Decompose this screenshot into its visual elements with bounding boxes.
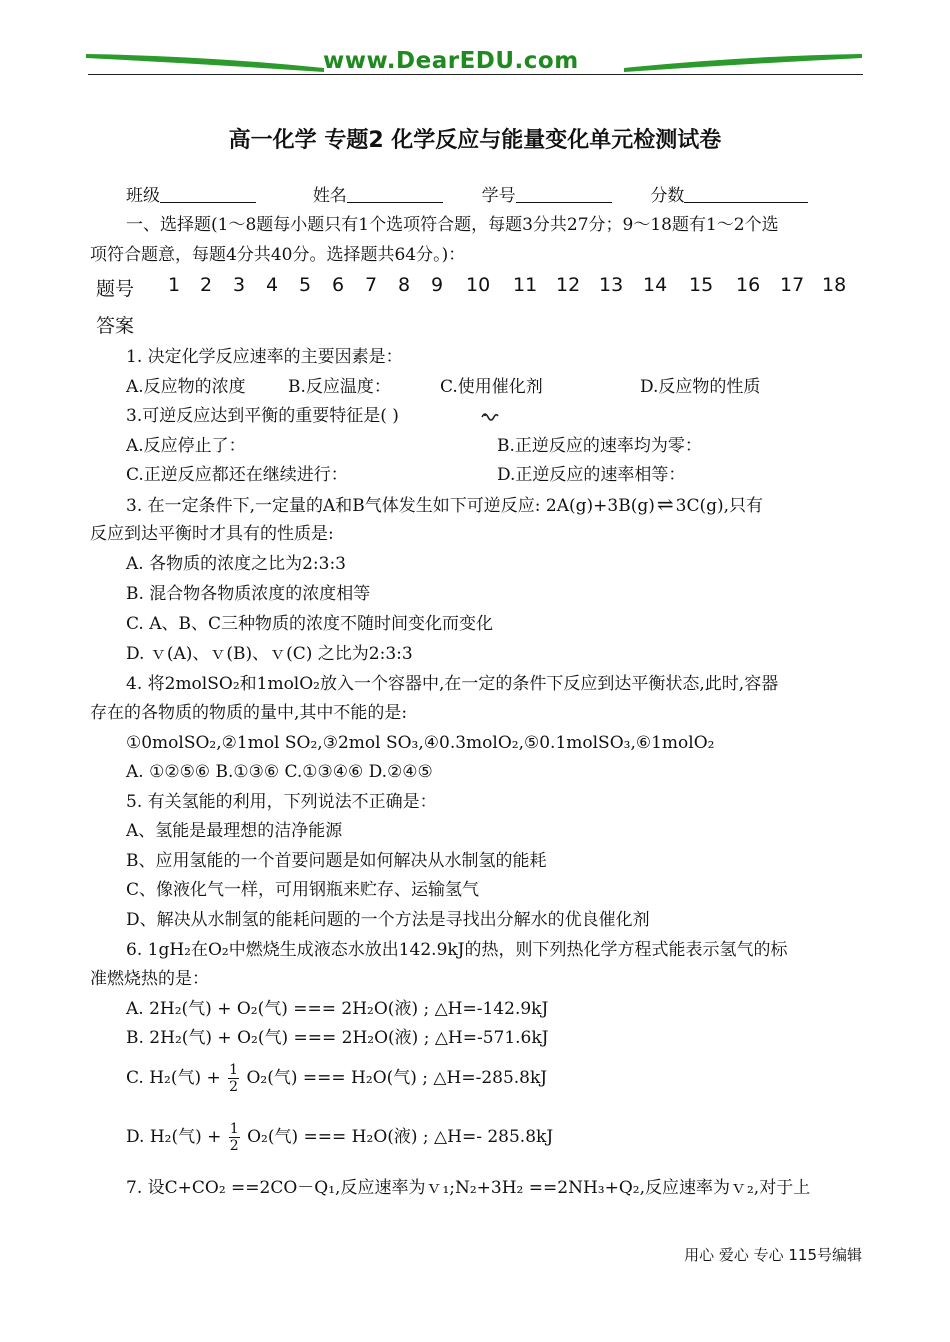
page-title: 高一化学 专题2 化学反应与能量变化单元检测试卷 (228, 128, 722, 153)
q1-stem: 1. 决定化学反应速率的主要因素是： (126, 347, 403, 367)
q3-stem-line1 (126, 493, 763, 517)
name-blank[interactable] (347, 186, 443, 203)
q7-stem: 7. 设C+CO₂ ==2CO－Q₁,反应速率为ｖ₁;N₂+3H₂ ==2NH₃+Q₂,反应速率为ｖ₂,对于上 (126, 1178, 811, 1198)
fraction-denominator: 2 (229, 1138, 239, 1154)
answer-num: 13 (599, 274, 624, 296)
brand-logo-text: www.DearEDU.com (323, 48, 579, 74)
q3-option-c: C. A、B、C三种物质的浓度不随时间变化而变化 (126, 614, 493, 634)
answer-num: 3 (233, 274, 246, 296)
id-blank[interactable] (516, 186, 612, 203)
fraction-half (228, 1062, 239, 1095)
class-label: 班级 (126, 186, 160, 206)
header-rule (88, 74, 863, 75)
q6-option-b: B. 2H₂(气) + O₂(气) === 2H₂O(液) ; △H=-571.6kJ (126, 1028, 549, 1048)
answer-num: 16 (736, 274, 761, 296)
answer-num: 6 (332, 274, 345, 296)
fraction-half (229, 1121, 240, 1154)
answer-label: 答案 (96, 315, 135, 337)
q6-option-c-pre: C. H₂(气) + (126, 1068, 221, 1088)
header-swoosh-right (622, 50, 864, 76)
answer-table (96, 274, 134, 301)
answer-num: 11 (513, 274, 538, 296)
answer-num: 17 (780, 274, 805, 296)
q6-stem-line2: 准燃烧热的是： (90, 969, 209, 989)
answer-num: 8 (398, 274, 411, 296)
fraction-denominator: 2 (229, 1079, 239, 1095)
q1-option-d: D.反应物的性质 (640, 377, 761, 397)
answer-num: 5 (299, 274, 312, 296)
fraction-numerator: 1 (229, 1121, 239, 1137)
q5-option-d: D、解决从水制氢的能耗问题的一个方法是寻找出分解水的优良催化剂 (126, 910, 650, 930)
equilibrium-arrow-icon: ⇌ (656, 492, 674, 516)
q6-stem-line1: 6. 1gH₂在O₂中燃烧生成液态水放出142.9kJ的热，则下列热化学方程式能表示氢气的标 (126, 940, 788, 960)
q1-option-b: B.反应温度： (288, 377, 391, 397)
answer-num: 10 (466, 274, 491, 296)
answer-num: 14 (643, 274, 668, 296)
answer-num: 12 (556, 274, 581, 296)
q3-option-b: B. 混合物各物质浓度的浓度相等 (126, 584, 371, 604)
answer-num: 18 (822, 274, 847, 296)
q1-option-c: C.使用催化剂 (440, 377, 543, 397)
id-label: 学号 (481, 186, 516, 206)
score-label: 分数 (650, 186, 685, 206)
info-line (126, 185, 808, 207)
header-swoosh-left (86, 50, 326, 76)
section1-line1: 一、选择题(1～8题每小题只有1个选项符合题，每题3分共27分；9～18题有1～2个选 (126, 215, 779, 235)
q6-option-d-post: O₂(气) === H₂O(液) ; △H=- 285.8kJ (247, 1127, 554, 1147)
q3-stem-line2: 反应到达平衡时才具有的性质是: (90, 524, 334, 544)
answer-num: 1 (168, 274, 181, 296)
q6-option-c (126, 1060, 547, 1096)
q2-option-a: A.反应停止了： (126, 436, 246, 456)
q5-option-a: A、氢能是最理想的洁净能源 (126, 821, 343, 841)
q5-option-b: B、应用氢能的一个首要问题是如何解决从水制氢的能耗 (126, 851, 547, 871)
q6-option-a: A. 2H₂(气) + O₂(气) === 2H₂O(液) ; △H=-142.9kJ (126, 999, 549, 1019)
answer-row-label: 题号 (96, 278, 135, 300)
decorative-glyph-icon (480, 410, 500, 424)
q4-items: ①0molSO₂,②1mol SO₂,③2mol SO₃,④0.3molO₂,⑤0.1molSO₃,⑥1molO₂ (126, 733, 715, 753)
q4-options: A. ①②⑤⑥ B.①③⑥ C.①③④⑥ D.②④⑤ (126, 762, 433, 782)
answer-num: 7 (365, 274, 378, 296)
q2-option-c: C.正逆反应都还在继续进行： (126, 465, 348, 485)
name-label: 姓名 (312, 186, 347, 206)
q1-option-a: A.反应物的浓度 (126, 377, 246, 397)
q2-option-d: D.正逆反应的速率相等： (497, 465, 686, 485)
q6-option-d-pre: D. H₂(气) + (126, 1127, 222, 1147)
q5-option-c: C、像液化气一样，可用钢瓶来贮存、运输氢气 (126, 880, 480, 900)
q5-stem: 5. 有关氢能的利用，下列说法不正确是： (126, 792, 437, 812)
q6-option-c-post: O₂(气) === H₂O(气) ; △H=-285.8kJ (246, 1068, 548, 1088)
class-blank[interactable] (160, 186, 256, 203)
q3-option-a: A. 各物质的浓度之比为2:3:3 (126, 554, 346, 574)
score-blank[interactable] (684, 186, 808, 203)
q6-option-d (126, 1119, 553, 1155)
q3-option-d: D. ｖ(A)、ｖ(B)、ｖ(C) 之比为2:3:3 (126, 644, 413, 664)
q4-stem-line2: 存在的各物质的物质的量中,其中不能的是: (90, 703, 408, 723)
q4-stem-line1: 4. 将2molSO₂和1molO₂放入一个容器中,在一定的条件下反应到达平衡状态,此时,容器 (126, 674, 779, 694)
answer-num: 15 (689, 274, 714, 296)
answer-num: 2 (200, 274, 213, 296)
section1-line2: 项符合题意，每题4分共40分。选择题共64分。)： (90, 245, 466, 265)
answer-num: 9 (431, 274, 444, 296)
q2-stem: 3.可逆反应达到平衡的重要特征是( ) (126, 406, 399, 426)
answer-num: 4 (266, 274, 279, 296)
page-footer: 用心 爱心 专心 115号编辑 (684, 1246, 862, 1264)
q3-stem-part1: 3. 在一定条件下,一定量的A和B气体发生如下可逆反应: 2A(g)+3B(g) (126, 496, 655, 516)
q2-option-b: B.正逆反应的速率均为零： (497, 436, 702, 456)
q3-stem-part2: 3C(g),只有 (675, 496, 764, 516)
fraction-numerator: 1 (229, 1062, 239, 1078)
